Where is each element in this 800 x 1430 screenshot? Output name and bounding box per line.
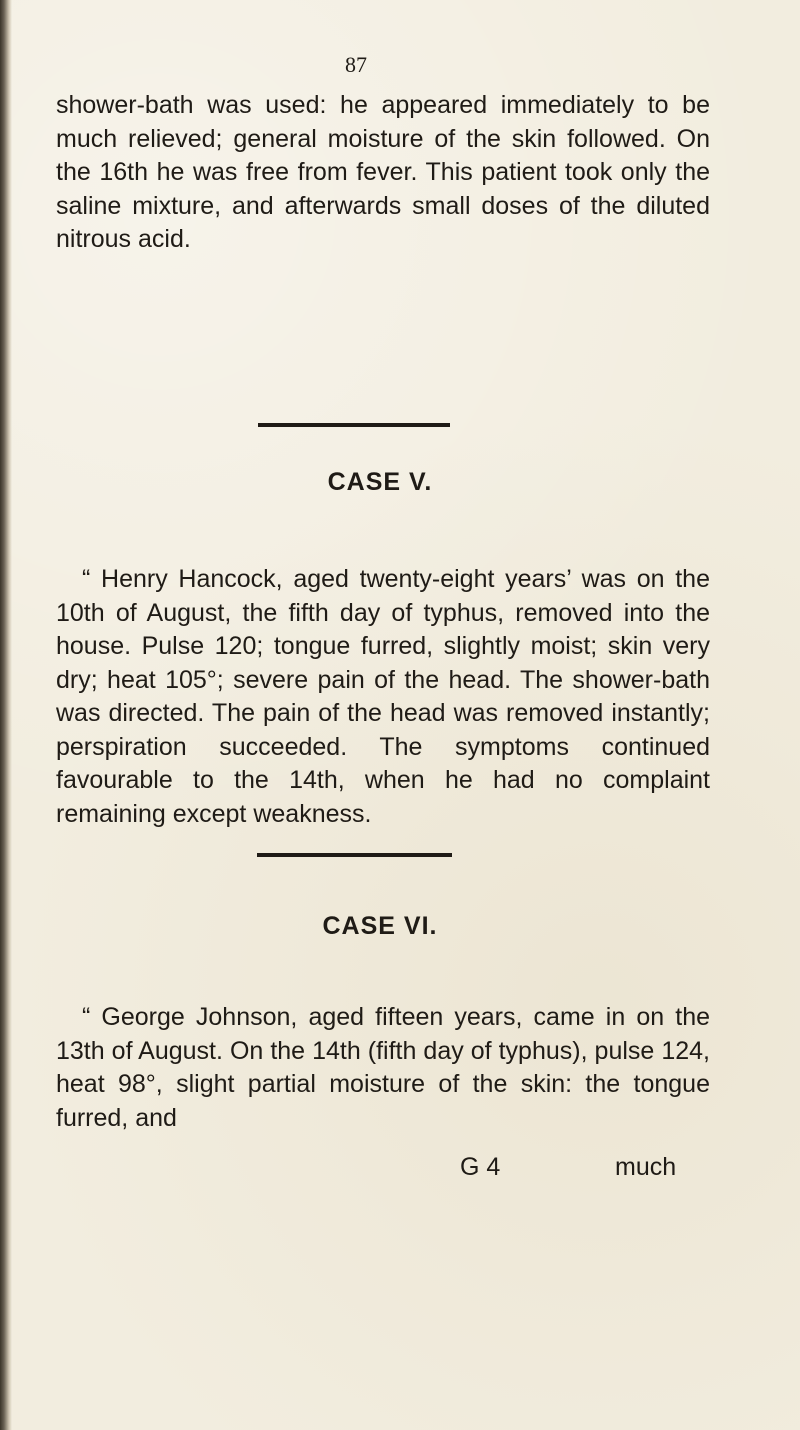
catchword: much <box>615 1153 677 1181</box>
book-spine-shadow <box>0 0 12 1430</box>
page-number: 87 <box>345 52 367 77</box>
case-vi-heading: CASE VI. <box>322 912 438 940</box>
continuation-paragraph: shower-bath was used: he appeared immediately to be much relieved; general moisture of the skin followed. On the 16th he was free from fever. This patient took only the saline mixture, and afterwards small doses of the diluted nitrous acid. <box>56 91 710 253</box>
printer-signature: G 4 <box>460 1153 501 1181</box>
section-divider <box>257 853 452 857</box>
case-vi-text: “ George Johnson, aged fifteen years, came in on the 13th of August. On the 14th (fifth day of typhus), pulse 124, heat 98°, slight partial moisture of the skin: the tongue furred, and <box>56 1003 710 1132</box>
case-v-text: “ Henry Hancock, aged twenty-eight years’ was on the 10th of August, the fifth day of typhus, removed into the house. Pulse 120; tongue furred, slightly moist; skin very dry; heat 105°; severe pain of the head. The shower-bath was directed. The pain of the head was removed instantly; perspiration succeeded. The symptoms continued favourable to the 14th, when he had no complaint remaining except weakness. <box>56 565 710 828</box>
case-v-heading: CASE V. <box>327 468 433 496</box>
section-divider <box>258 423 450 427</box>
